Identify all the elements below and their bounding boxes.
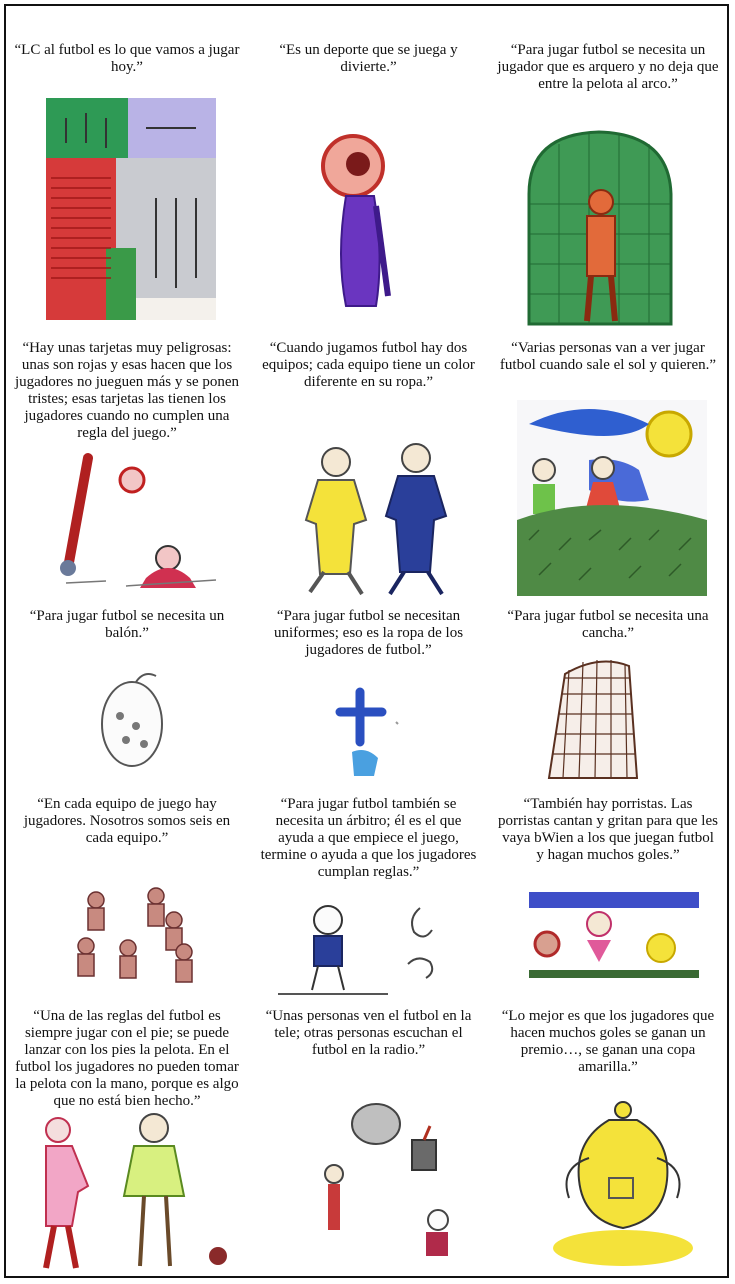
panel-2: [248, 6, 489, 336]
drawing-referee: [248, 902, 489, 1002]
panel-3: [489, 6, 727, 336]
caption: “Cuando jugamos futbol hay dos equipos; cada equipo tiene un color diferente en su ropa.”: [262, 340, 475, 390]
drawing-player-head: [248, 106, 489, 336]
caption: “Es un deporte que se juega y divierte.”: [279, 42, 458, 75]
panel-12: [489, 784, 727, 1006]
caption: “Hay unas tarjetas muy peligrosas: unas son rojas y esas hacen que los jugadores no jueguen más y se ponen tristes; esas tarjetas las tienen los jugadores cuando no cumplen una regla del juego.”: [14, 340, 240, 441]
drawing-yellow-cup: [489, 1098, 727, 1278]
caption: “LC al futbol es lo que vamos a jugar hoy.”: [14, 42, 240, 75]
story-page: [4, 4, 729, 1278]
caption: “Para jugar futbol se necesitan uniformes; eso es la ropa de los jugadores de futbol.”: [273, 608, 464, 658]
drawing-field-colors: [6, 98, 248, 328]
caption: “Varias personas van a ver jugar futbol cuando sale el sol y quieren.”: [499, 340, 717, 373]
panel-14: [248, 1006, 489, 1280]
drawing-foot-rule: [6, 1106, 248, 1276]
drawing-tv-radio: [248, 1100, 489, 1280]
panel-11: [248, 784, 489, 1006]
panel-1: [6, 6, 248, 336]
panel-4: [6, 336, 248, 602]
caption: “Unas personas ven el futbol en la tele; otras personas escuchan el futbol en la radio.”: [265, 1008, 472, 1058]
drawing-team-players: [6, 886, 248, 998]
drawing-red-card: [6, 448, 248, 598]
caption: “Una de las reglas del futbol es siempre jugar con el pie; se puede lanzar con los pies la pelota. En el futbol los jugadores no pueden tomar la pelota con la mano, porque es algo que no está bien hecho.”: [15, 1008, 239, 1109]
drawing-goalkeeper: [489, 124, 727, 334]
panel-5: [248, 336, 489, 602]
panel-10: [6, 784, 248, 1006]
caption: “Para jugar futbol se necesita un jugador que es arquero y no deja que entre la pelota al arco.”: [497, 42, 719, 92]
panel-8: [248, 602, 489, 784]
drawing-ball: [6, 652, 248, 782]
panel-15: [489, 1006, 727, 1280]
caption: “Para jugar futbol se necesita un balón.”: [29, 608, 225, 641]
caption: “Para jugar futbol también se necesita un árbitro; él es el que ayuda a que empiece el juego, termine o ayuda a que los jugadores cumplan reglas.”: [260, 796, 477, 880]
drawing-two-teams: [248, 432, 489, 602]
panel-13: [6, 1006, 248, 1280]
drawing-uniform: [248, 672, 489, 782]
caption: “Lo mejor es que los jugadores que hacen muchos goles se ganan un premio…, se ganan una copa amarilla.”: [501, 1008, 715, 1075]
caption: “Para jugar futbol se necesita una cancha.”: [507, 608, 709, 641]
drawing-spectators-sun: [489, 400, 727, 598]
panel-6: [489, 336, 727, 602]
panel-7: [6, 602, 248, 784]
panel-9: [489, 602, 727, 784]
drawing-field-net: [489, 654, 727, 784]
caption: “En cada equipo de juego hay jugadores. Nosotros somos seis en cada equipo.”: [23, 796, 231, 846]
caption: “También hay porristas. Las porristas cantan y gritan para que les vaya bWien a los que juegan futbol y hagan muchos goles.”: [498, 796, 718, 863]
drawing-cheerleaders: [489, 892, 727, 1002]
